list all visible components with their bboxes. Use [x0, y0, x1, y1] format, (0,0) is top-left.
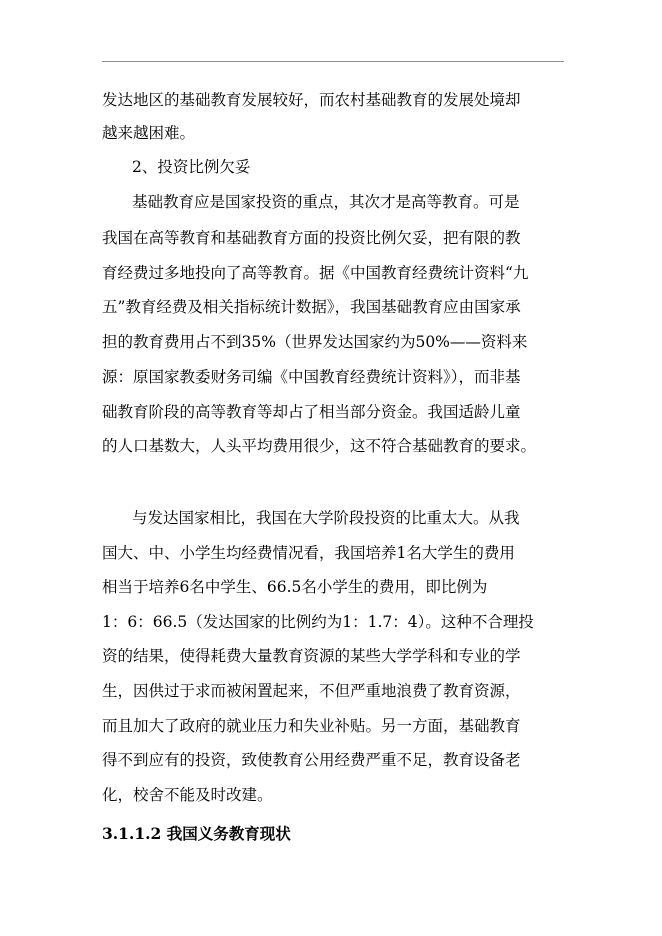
paragraph-line: 而且加大了政府的就业压力和失业补贴。另一方面，基础教育	[102, 717, 521, 735]
paragraph-line: 育经费过多地投向了高等教育。据《中国教育经费统计资料“九	[102, 264, 529, 282]
paragraph-line: 化，校舍不能及时改建。	[102, 786, 273, 804]
paragraph-line: 发达地区的基础教育发展较好，而农村基础教育的发展处境却	[102, 91, 521, 109]
paragraph-line: 五”教育经费及相关指标统计数据》，我国基础教育应由国家承	[102, 298, 521, 316]
paragraph-line: 基础教育应是国家投资的重点，其次才是高等教育。可是	[132, 193, 520, 211]
paragraph-line: 源：原国家教委财务司编《中国教育经费统计资料》），而非基	[102, 368, 521, 386]
paragraph-line: 得不到应有的投资，致使教育公用经费严重不足，教育设备老	[102, 751, 521, 769]
paragraph-line: 的人口基数大，人头平均费用很少，这不符合基础教育的要求。	[102, 437, 537, 455]
paragraph-line: 我国在高等教育和基础教育方面的投资比例欠妥，把有限的教	[102, 229, 521, 247]
paragraph-line: 国大、中、小学生均经费情况看，我国培养1名大学生的费用	[102, 544, 515, 562]
paragraph-line: 与发达国家相比，我国在大学阶段投资的比重太大。从我	[132, 509, 520, 527]
paragraph-line: 担的教育费用占不到35%（世界发达国家约为50%——资料来	[102, 333, 528, 351]
paragraph-line: 资的结果，使得耗费大量教育资源的某些大学学科和专业的学	[102, 647, 521, 665]
header-rule	[102, 61, 564, 62]
section-heading: 3.1.1.2 我国义务教育现状	[102, 824, 291, 843]
paragraph-line: 1：6：66.5（发达国家的比例约为1：1.7：4）。这种不合理投	[102, 613, 534, 631]
paragraph-line: 越来越困难。	[102, 124, 196, 142]
subheading-investment-ratio: 2、投资比例欠妥	[132, 158, 251, 176]
paragraph-line: 生，因供过于求而被闲置起来，不但严重地浪费了教育资源，	[102, 682, 521, 700]
paragraph-line: 础教育阶段的高等教育等却占了相当部分资金。我国适龄儿童	[102, 403, 521, 421]
paragraph-line: 相当于培养6名中学生、66.5名小学生的费用，即比例为	[102, 578, 488, 596]
